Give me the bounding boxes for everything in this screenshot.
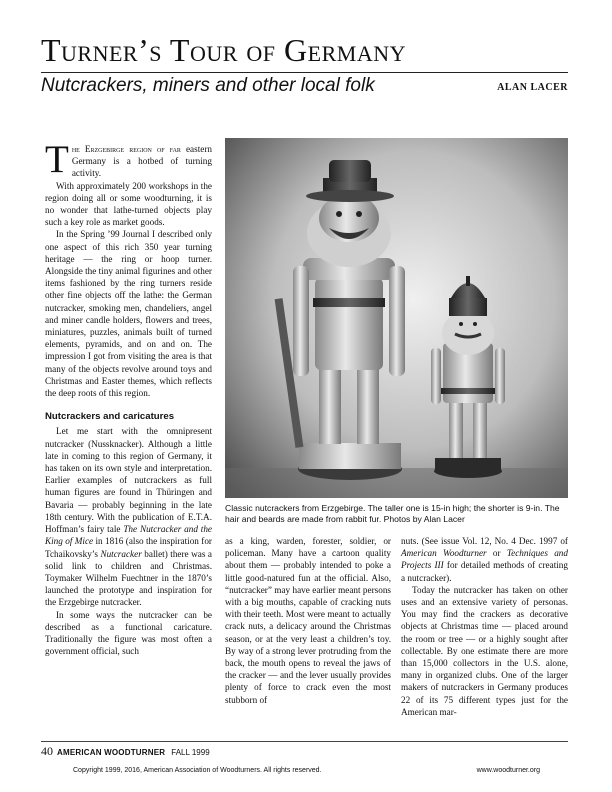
- text-run: in 1816 (also the inspiration for Tchaikovsky’s: [45, 536, 212, 559]
- footer-rule: [41, 741, 568, 742]
- section-heading: Nutcrackers and caricatures: [45, 411, 175, 423]
- paragraph: [401, 535, 568, 584]
- intro-paragraph: [45, 138, 212, 181]
- author-byline: ALAN LACER: [497, 82, 568, 93]
- issue-label: FALL 1999: [171, 748, 210, 757]
- text-column-1: [45, 138, 212, 657]
- paragraph: Today the nutcracker has taken on other uses and an extensive variety of personas. You may find the crackers as decorative objects at Christmas time — placed around the room or tree — or a highly sought after collectable. By one estimate there are more than 15,000 collectors in the U.S. alone, many in organized clubs. One of the larger makers of nutcrackers in Germany produces 22 of its 75 different types just for the American mar-: [401, 584, 568, 717]
- photo-caption: Classic nutcrackers from Erzgebirge. The taller one is 15-in high; the shorter is 9-in. The hair and beards are made from rabbit fur. Photos by Alan Lacer: [225, 503, 560, 524]
- ballet-title: Nutcracker: [100, 548, 142, 559]
- text-run: ballet) there was a solid link to children and Christmas. Toymaker Wilhelm Fuechtner in the 1870’s launched the prototype and inspiration for the Erzgebirge nutcracker.: [45, 548, 212, 608]
- title-rule: [41, 72, 568, 73]
- nutcracker-photo: [225, 138, 568, 498]
- paragraph: [45, 425, 212, 608]
- paragraph: In some ways the nutcracker can be described as a functional caricature. Traditionally the figure was most often a government official, such: [45, 609, 212, 657]
- paragraph: as a king, warden, forester, soldier, or policeman. Many have a cartoon quality about them — probably intended to poke a little good-natured fun at the official. Also, “nutcracker” may have earlier meant persons with a big mouths, capable of cracking nuts with their teeth. Most were meant to actually crack nuts, a delicacy around the Christmas season, or at the very least a children’s toy. By way of a strong lever protruding from the back, the mouth opens to reveal the jaws of the cracker — and the lever usually provides plenty of force to crack even the most stubborn of: [225, 536, 391, 705]
- intro-text: eastern Germany is a hotbed of turning activity.: [71, 144, 212, 179]
- text-run: for detailed methods of creating a nutcracker).: [401, 560, 568, 583]
- paragraph: With approximately 200 workshops in the region doing all or some woodturning, it is no wonder that lathe-turned objects play such a key role as market goods.: [45, 180, 212, 228]
- intro-small-caps: he Erzgebirge region of far: [71, 144, 181, 154]
- magazine-name: AMERICAN WOODTURNER: [57, 748, 166, 757]
- page-number: 40: [41, 744, 53, 758]
- copyright-notice: Copyright 1999, 2016, American Association of Woodturners. All rights reserved.: [73, 767, 322, 774]
- text-run: or: [486, 548, 507, 559]
- website-url: www.woodturner.org: [476, 767, 540, 774]
- page-footer: [41, 744, 210, 759]
- magazine-title: American Woodturner: [401, 548, 487, 559]
- book-title: The Nutcracker and the King of Mice: [45, 524, 212, 547]
- article-subtitle: Nutcrackers, miners and other local folk: [41, 75, 375, 96]
- text-column-3: [401, 535, 568, 718]
- text-run: Let me start with the omnipresent nutcracker (Nussknacker). Although a little late in coming to this region of Germany, it has taken on its own style and interpretation. Earlier examples of nutcrackers as full human figures are found in Thüringen and Bavaria — probably beginning in the late 18th century. With the publication of E.T.A. Hoffman’s fairy tale: [45, 426, 212, 535]
- paragraph: In the Spring ’99 Journal I described only one aspect of this rich 350 year turning heritage — the ring or hoop turner. Alongside the tiny animal figurines and other items fashioned by the ring turners reside other fine objects off the lathe: the German nutcracker, smoking men, chandeliers, angel and miner candle holders, flowers and trees, miniatures, puzzles, animals built of turned elements, pyramids, and on and on. The impression I got from visiting the area is that many of the objects revolve around toys and Christmas and Easter themes, which reflects the deep roots of this region.: [45, 229, 212, 399]
- book-title: Techniques and Projects III: [401, 548, 568, 571]
- article-title: Turner’s Tour of Germany: [41, 32, 406, 68]
- text-run: nuts. (See issue Vol. 12, No. 4 Dec. 1997 of: [401, 536, 568, 546]
- drop-cap: T: [45, 138, 69, 181]
- text-column-2: [225, 535, 391, 706]
